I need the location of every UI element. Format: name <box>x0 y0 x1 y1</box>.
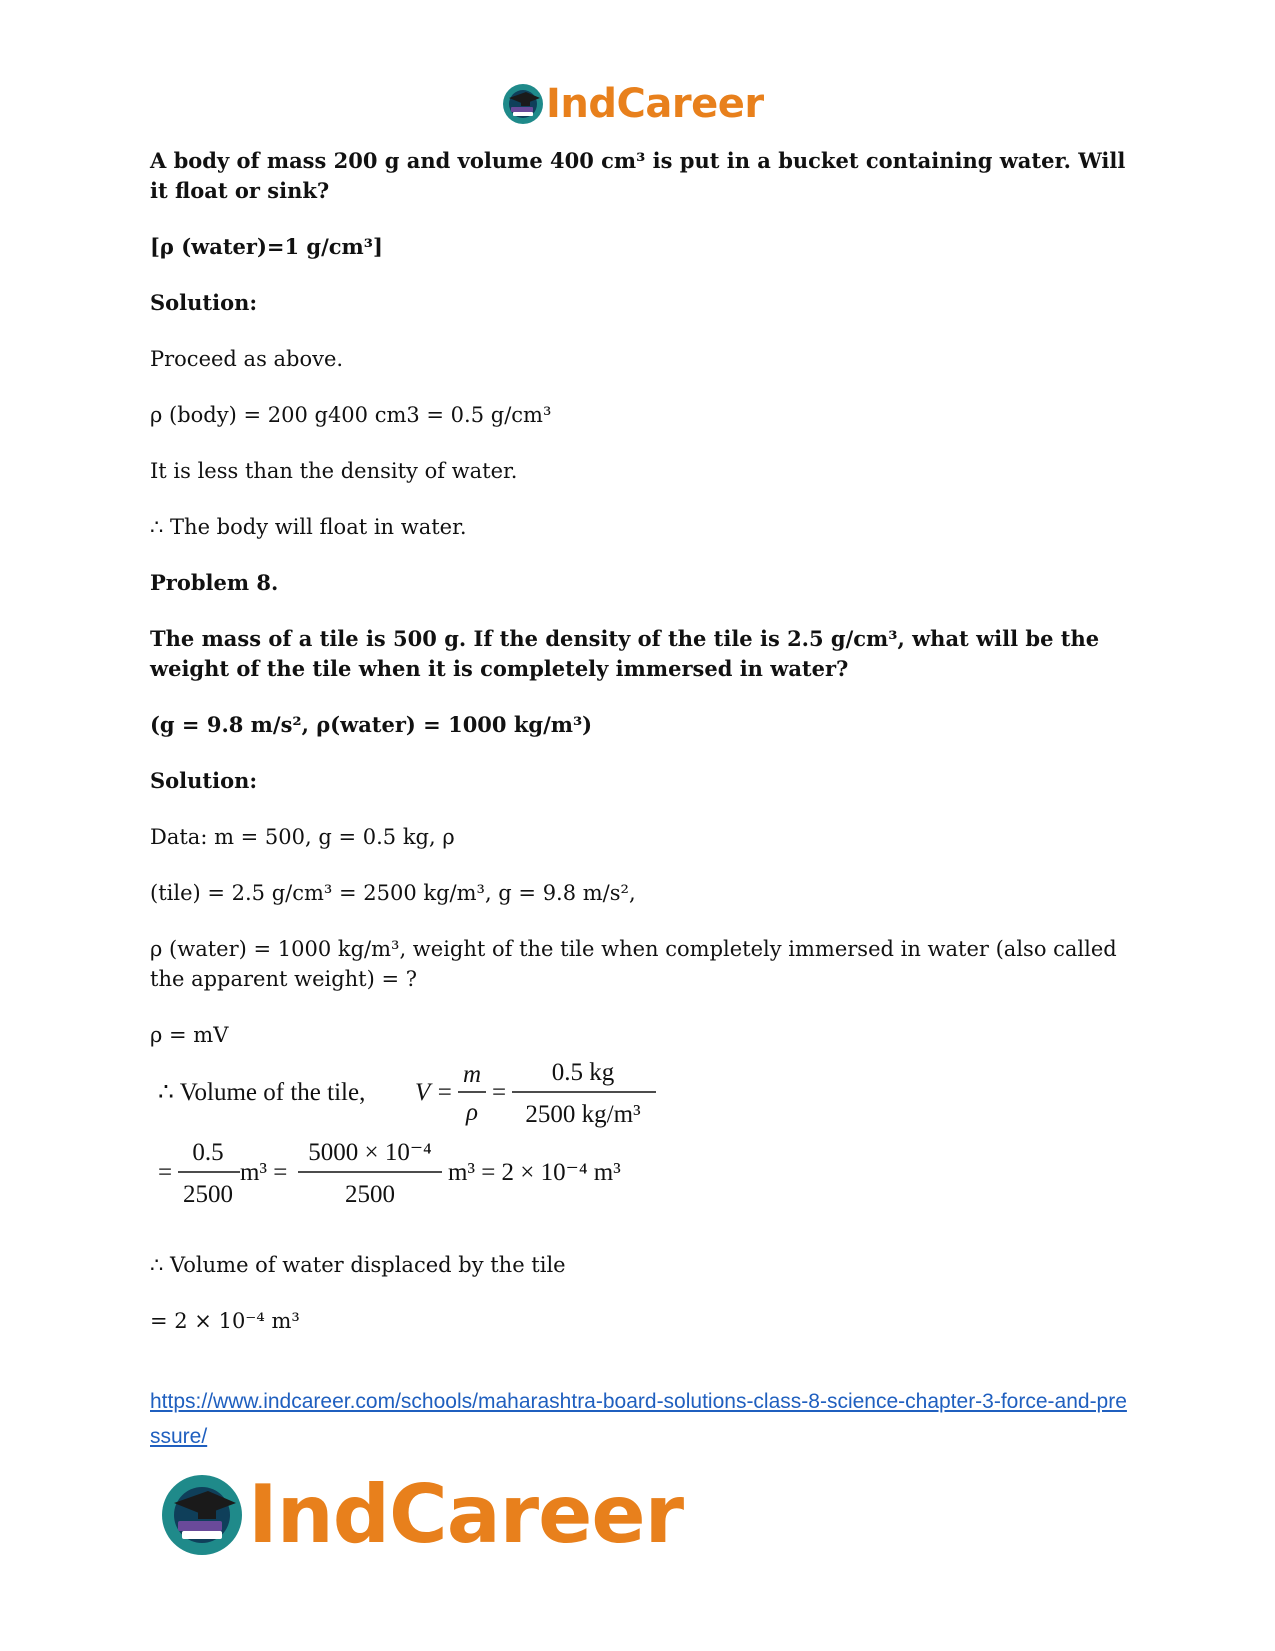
volume-value-line: = 2 × 10⁻⁴ m³ <box>150 1309 300 1333</box>
formula-num-m: m <box>462 1062 482 1088</box>
formula-num-2: 0.5 <box>192 1139 224 1166</box>
problem-given: (g = 9.8 m/s², ρ(water) = 1000 kg/m³) <box>150 712 593 737</box>
problem-heading: Problem 8. <box>150 570 279 595</box>
formula-eq2: = <box>158 1159 173 1186</box>
formula-result: m³ = 2 × 10⁻⁴ m³ <box>448 1159 621 1186</box>
tile-density-line: (tile) = 2.5 g/cm³ = 2500 kg/m³, g = 9.8 m/s², <box>150 881 636 905</box>
solution-heading: Solution: <box>150 290 258 315</box>
formula-v-eq: V = <box>415 1079 453 1106</box>
solution-heading: Solution: <box>150 768 258 793</box>
formula-prefix: ∴ Volume of the tile, <box>158 1079 366 1106</box>
formula-eq1: = <box>492 1079 507 1106</box>
question-text: A body of mass 200 g and volume 400 cm³ is put in a bucket containing water. Will it float or sink? <box>150 148 1126 203</box>
density-formula-line: ρ = mV <box>150 1023 229 1047</box>
graduation-cap-icon <box>160 1473 244 1557</box>
header-logo <box>502 82 764 126</box>
formula-den-rho: ρ <box>466 1099 478 1126</box>
formula-den-1: 2500 kg/m³ <box>525 1101 641 1128</box>
question-given: [ρ (water)=1 g/cm³] <box>150 234 383 259</box>
formula-unit-2: m³ = <box>240 1159 288 1186</box>
problem-text: The mass of a tile is 500 g. If the density of the tile is 2.5 g/cm³, what will be the weight of the tile when it is completely immersed in water? <box>150 626 1100 681</box>
data-line: Data: m = 500, g = 0.5 kg, ρ <box>150 825 455 849</box>
brand-wordmark: IndCareer <box>546 81 764 127</box>
footer-logo <box>160 1470 683 1560</box>
comparison-line: It is less than the density of water. <box>150 459 518 483</box>
conclusion-line: ∴ The body will float in water. <box>150 515 467 539</box>
graduation-cap-icon <box>502 83 544 125</box>
formula-den-2: 2500 <box>183 1181 233 1208</box>
formula-num-1: 0.5 kg <box>551 1062 615 1086</box>
water-density-line: ρ (water) = 1000 kg/m³, weight of the tile when completely immersed in water (also called the apparent weight) = ? <box>150 937 1117 991</box>
proceed-text: Proceed as above. <box>150 347 344 371</box>
formula-num-3: 5000 × 10⁻⁴ <box>308 1139 432 1166</box>
source-link[interactable]: https://www.indcareer.com/schools/maharashtra-board-solutions-class-8-science-chapter-3-force-and-pressure/ <box>150 1390 1127 1448</box>
volume-water-line: ∴ Volume of water displaced by the tile <box>150 1253 566 1277</box>
volume-formula-image <box>150 1062 710 1232</box>
after-formula <box>150 1250 1130 1362</box>
formula-den-3: 2500 <box>345 1181 395 1208</box>
rho-body-line: ρ (body) = 200 g400 cm3 = 0.5 g/cm³ <box>150 403 552 427</box>
main-content <box>150 146 1130 1076</box>
brand-wordmark: IndCareer <box>248 1468 684 1561</box>
